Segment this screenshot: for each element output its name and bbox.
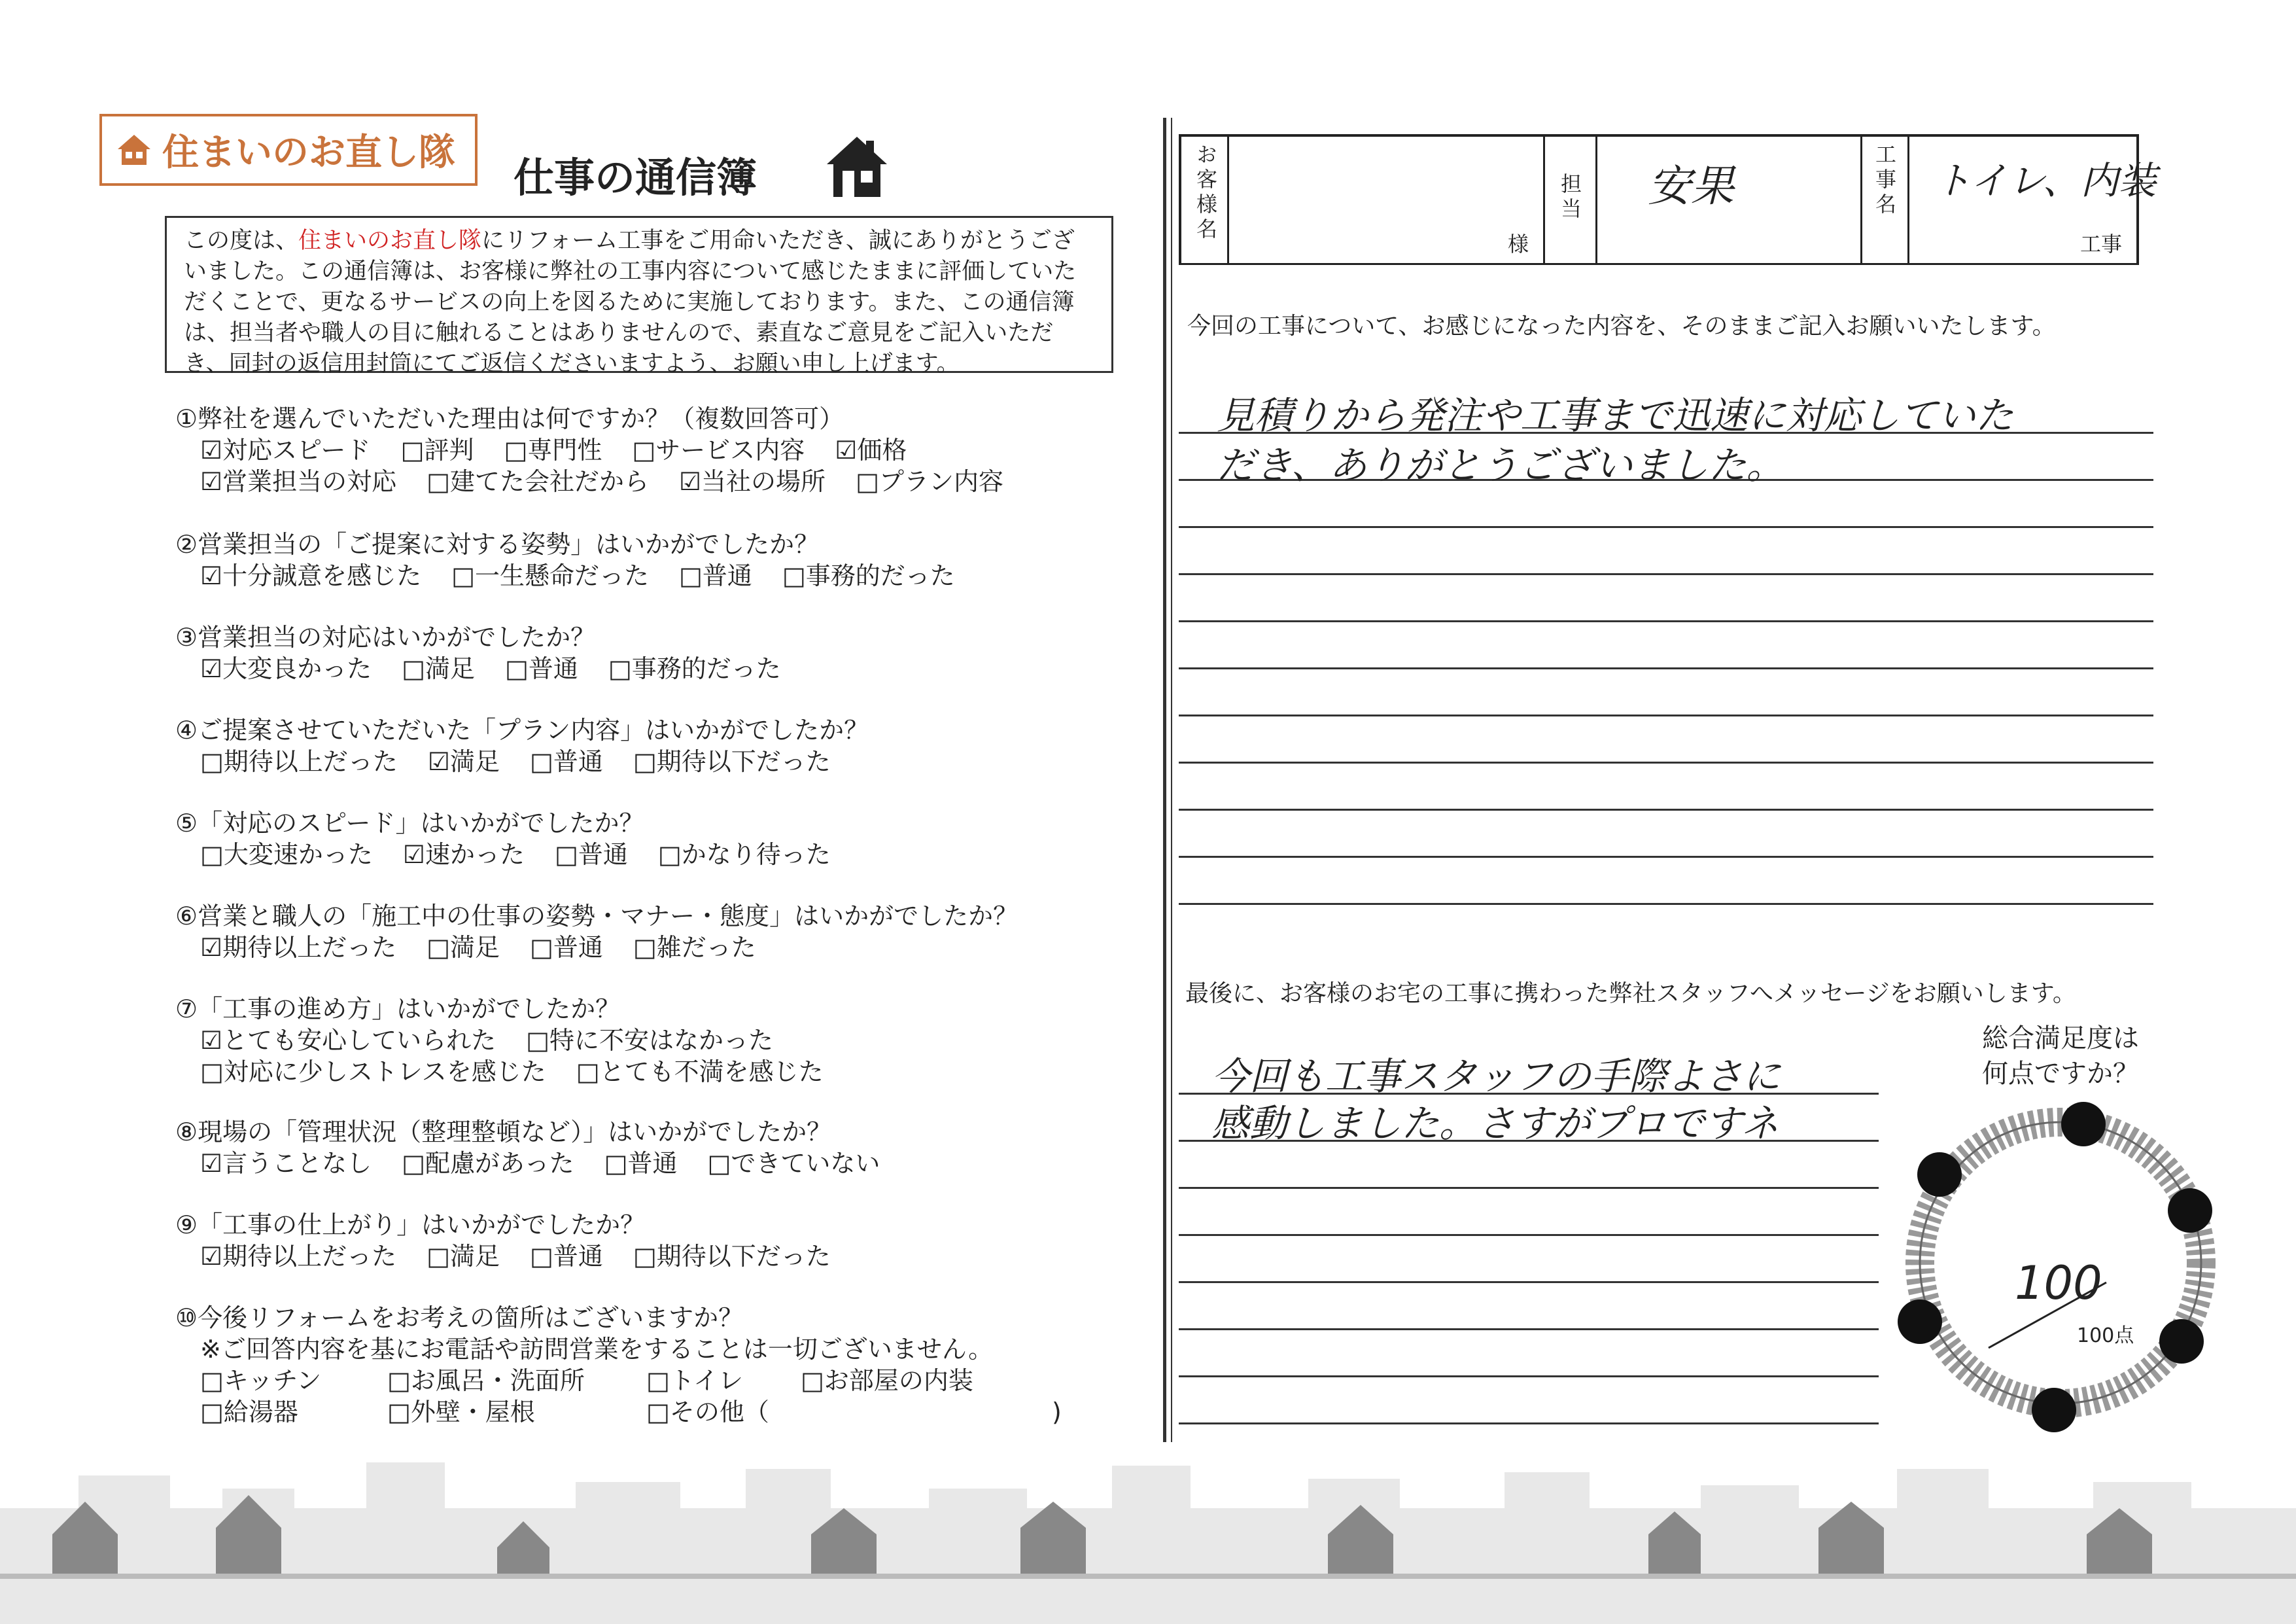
work-value: トイレ、内装 bbox=[1934, 158, 2157, 203]
question-3 bbox=[175, 622, 811, 684]
comments-prompt: 今回の工事について、お感じになった内容を、そのままご記入お願いいたします。 bbox=[1187, 313, 2056, 340]
question-2 bbox=[175, 529, 985, 591]
score-question-line1: 総合満足度は bbox=[1982, 1023, 2139, 1053]
checkbox-option[interactable]: ☑価格 bbox=[835, 436, 907, 465]
message-area[interactable] bbox=[1179, 1040, 1879, 1433]
ruled-line bbox=[1179, 1187, 1879, 1189]
checkbox-option[interactable]: □大変速かった bbox=[200, 840, 373, 869]
ruled-line bbox=[1179, 667, 2153, 669]
column-divider bbox=[1163, 118, 1166, 1442]
ruled-line bbox=[1179, 762, 2153, 764]
checkbox-option[interactable]: □とても不満を感じた bbox=[576, 1057, 824, 1086]
checkbox-option[interactable]: ☑営業担当の対応 bbox=[200, 467, 397, 496]
question-title: ⑨「工事の仕上がり」はいかがでしたか？ bbox=[175, 1210, 646, 1239]
message-handwriting-1: 今回も工事スタッフの手際よさに bbox=[1211, 1054, 1781, 1099]
checkbox-option[interactable]: □トイレ bbox=[646, 1366, 744, 1395]
checkbox-option[interactable]: ☑大変良かった bbox=[200, 654, 372, 683]
question-title: ⑩今後リフォームをお考えの箇所はございますか？ bbox=[175, 1303, 744, 1332]
ruled-line bbox=[1179, 526, 2153, 528]
ruled-line bbox=[1179, 1375, 1879, 1377]
checkbox-option[interactable]: □外壁・屋根 bbox=[387, 1398, 535, 1426]
customer-label: お客様名 bbox=[1193, 143, 1218, 243]
score-max: 100点 bbox=[2077, 1324, 2134, 1347]
question-1 bbox=[175, 403, 1034, 497]
ruled-line bbox=[1179, 573, 2153, 575]
checkbox-option[interactable]: □キッチン bbox=[200, 1366, 322, 1395]
question-title: ②営業担当の「ご提案に対する姿勢」はいかがでしたか？ bbox=[175, 530, 820, 559]
checkbox-option[interactable]: □その他（ bbox=[646, 1398, 769, 1426]
score-question bbox=[1956, 1021, 2165, 1091]
intro-brand: 住まいのお直し隊 bbox=[298, 228, 482, 254]
checkbox-option[interactable]: □期待以下だった bbox=[633, 1242, 831, 1271]
checkbox-option[interactable]: □配慮があった bbox=[402, 1149, 574, 1178]
customer-suffix: 様 bbox=[1507, 232, 1529, 256]
checkbox-option[interactable]: □できていない bbox=[707, 1149, 880, 1178]
staff-label: 担当 bbox=[1557, 173, 1582, 222]
checkbox-option[interactable]: ☑対応スピード bbox=[200, 436, 371, 465]
checkbox-option[interactable]: ☑言うことなし bbox=[200, 1149, 372, 1178]
checkbox-option[interactable]: □一生懸命だった bbox=[451, 561, 649, 590]
customer-name-field[interactable] bbox=[1227, 137, 1545, 263]
page-title bbox=[513, 145, 757, 203]
city-skyline-decoration bbox=[0, 1449, 2296, 1624]
checkbox-option[interactable]: □お風呂・洗面所 bbox=[387, 1366, 585, 1395]
other-close-paren: ) bbox=[1052, 1398, 1062, 1426]
question-title: ⑧現場の「管理状況（整理整頓など）」はいかがでしたか？ bbox=[175, 1118, 832, 1146]
work-field[interactable] bbox=[1907, 137, 2157, 263]
checkbox-option[interactable]: □普通 bbox=[529, 1242, 603, 1271]
question-9 bbox=[175, 1209, 861, 1272]
ruled-line bbox=[1179, 1234, 1879, 1236]
checkbox-option[interactable]: □お部屋の内装 bbox=[801, 1366, 973, 1395]
checkbox-option[interactable]: ☑当社の場所 bbox=[678, 467, 826, 496]
checkbox-option[interactable]: □対応に少しストレスを感じた bbox=[200, 1057, 546, 1086]
message-handwriting-2: 感動しました。さすがプロですネ bbox=[1211, 1101, 1779, 1146]
checkbox-option[interactable]: □評判 bbox=[400, 436, 474, 465]
brand-logo bbox=[99, 114, 478, 186]
checkbox-option[interactable]: ☑満足 bbox=[427, 747, 500, 776]
checkbox-option[interactable]: □満足 bbox=[426, 933, 500, 962]
ruled-line bbox=[1179, 856, 2153, 858]
ruled-line bbox=[1179, 1281, 1879, 1283]
score-question-line2: 何点ですか？ bbox=[1982, 1059, 2139, 1089]
checkbox-option[interactable]: ☑十分誠意を感じた bbox=[200, 561, 422, 590]
checkbox-option[interactable]: □満足 bbox=[402, 654, 475, 683]
checkbox-option[interactable]: □かなり待った bbox=[657, 840, 831, 869]
score-value: 100 bbox=[2015, 1256, 2102, 1310]
question-title: ①弊社を選んでいただいた理由は何ですか？（複数回答可） bbox=[175, 404, 844, 433]
ruled-line bbox=[1179, 715, 2153, 716]
work-label: 工事名 bbox=[1872, 143, 1897, 218]
comment-handwriting-2: だき、ありがとうございました。 bbox=[1217, 443, 1784, 487]
staff-value: 安果 bbox=[1648, 161, 1734, 211]
intro-box bbox=[165, 216, 1113, 377]
comment-handwriting-1: 見積りから発注や工事まで迅速に対応していた bbox=[1217, 393, 2014, 438]
checkbox-option[interactable]: □サービス内容 bbox=[632, 436, 805, 465]
question-8 bbox=[175, 1116, 910, 1179]
checkbox-option[interactable]: ☑とても安心していられた bbox=[200, 1026, 496, 1055]
question-note: ※ご回答内容を基にお電話や訪問営業をすることは一切ございません。 bbox=[200, 1335, 994, 1364]
info-header bbox=[1179, 134, 2157, 265]
ruled-line bbox=[1179, 903, 2153, 905]
ruled-line bbox=[1179, 1328, 1879, 1330]
work-suffix: 工事 bbox=[2079, 232, 2122, 256]
checkbox-option[interactable]: □普通 bbox=[604, 1149, 678, 1178]
checkbox-option[interactable]: □普通 bbox=[529, 747, 603, 776]
column-divider-inner bbox=[1171, 118, 1172, 1442]
checkbox-option[interactable]: □普通 bbox=[678, 561, 752, 590]
question-4 bbox=[175, 715, 869, 777]
checkbox-option[interactable]: □建てた会社だから bbox=[426, 467, 649, 496]
checkbox-option[interactable]: □期待以上だった bbox=[200, 747, 398, 776]
checkbox-option[interactable]: □満足 bbox=[426, 1242, 500, 1271]
checkbox-option[interactable]: ☑期待以上だった bbox=[200, 933, 397, 962]
house-icon bbox=[826, 134, 888, 200]
ruled-line bbox=[1179, 620, 2153, 622]
question-title: ⑥営業と職人の「施工中の仕事の姿勢・マナー・態度」はいかがでしたか？ bbox=[175, 902, 1018, 930]
checkbox-option[interactable]: ☑速かった bbox=[402, 840, 525, 869]
question-title: ③営業担当の対応はいかがでしたか？ bbox=[175, 623, 596, 652]
checkbox-option[interactable]: □期待以下だった bbox=[633, 747, 831, 776]
ruled-line bbox=[1179, 809, 2153, 811]
checkbox-option[interactable]: □プラン内容 bbox=[856, 467, 1003, 496]
checkbox-option[interactable]: □普通 bbox=[554, 840, 628, 869]
checkbox-option[interactable]: □給湯器 bbox=[200, 1398, 298, 1426]
question-title: ④ご提案させていただいた「プラン内容」はいかがでしたか？ bbox=[175, 716, 869, 745]
intro-body: にリフォーム工事をご用命いただき、誠にありがとうございました。この通信簿は、お客様に弊社の工事内容について感じたままに評価していただくことで、更なるサービスの向上を図るために実施しております。また、この通信簿は、担当者や職人の目に触れることはありませんので、素直なご意見をご記入いただき、同封の返信用封筒にてご返信くださいますよう、お願い申し上げます。 bbox=[184, 228, 1077, 377]
question-7 bbox=[175, 993, 854, 1087]
checkbox-option[interactable]: □専門性 bbox=[504, 436, 602, 465]
page-title-text: 仕事の通信簿 bbox=[513, 154, 757, 202]
checkbox-option[interactable]: □事務的だった bbox=[782, 561, 955, 590]
checkbox-option[interactable]: □普通 bbox=[504, 654, 578, 683]
staff-field[interactable] bbox=[1595, 137, 1862, 263]
staff-label-cell bbox=[1543, 137, 1597, 263]
question-title: ⑦「工事の進め方」はいかがでしたか？ bbox=[175, 995, 621, 1023]
checkbox-option[interactable]: □普通 bbox=[529, 933, 603, 962]
checkbox-option[interactable]: □事務的だった bbox=[608, 654, 781, 683]
question-title: ⑤「対応のスピード」はいかがでしたか？ bbox=[175, 809, 644, 838]
question-6 bbox=[175, 900, 1018, 963]
question-5 bbox=[175, 807, 861, 870]
customer-label-cell bbox=[1181, 137, 1229, 263]
comments-area[interactable] bbox=[1179, 366, 2153, 923]
message-prompt: 最後に、お客様のお宅の工事に携わった弊社スタッフへメッセージをお願いします。 bbox=[1185, 980, 2076, 1007]
checkbox-option[interactable]: □雑だった bbox=[633, 933, 756, 962]
question-10 bbox=[175, 1302, 1062, 1428]
work-label-cell bbox=[1860, 137, 1909, 263]
checkbox-option[interactable]: ☑期待以上だった bbox=[200, 1242, 397, 1271]
ruled-line bbox=[1179, 1422, 1879, 1424]
intro-prefix: この度は、 bbox=[184, 228, 299, 254]
house-logo-icon bbox=[116, 133, 152, 166]
checkbox-option[interactable]: □特に不安はなかった bbox=[526, 1026, 773, 1055]
brand-name: 住まいのお直し隊 bbox=[162, 132, 455, 174]
